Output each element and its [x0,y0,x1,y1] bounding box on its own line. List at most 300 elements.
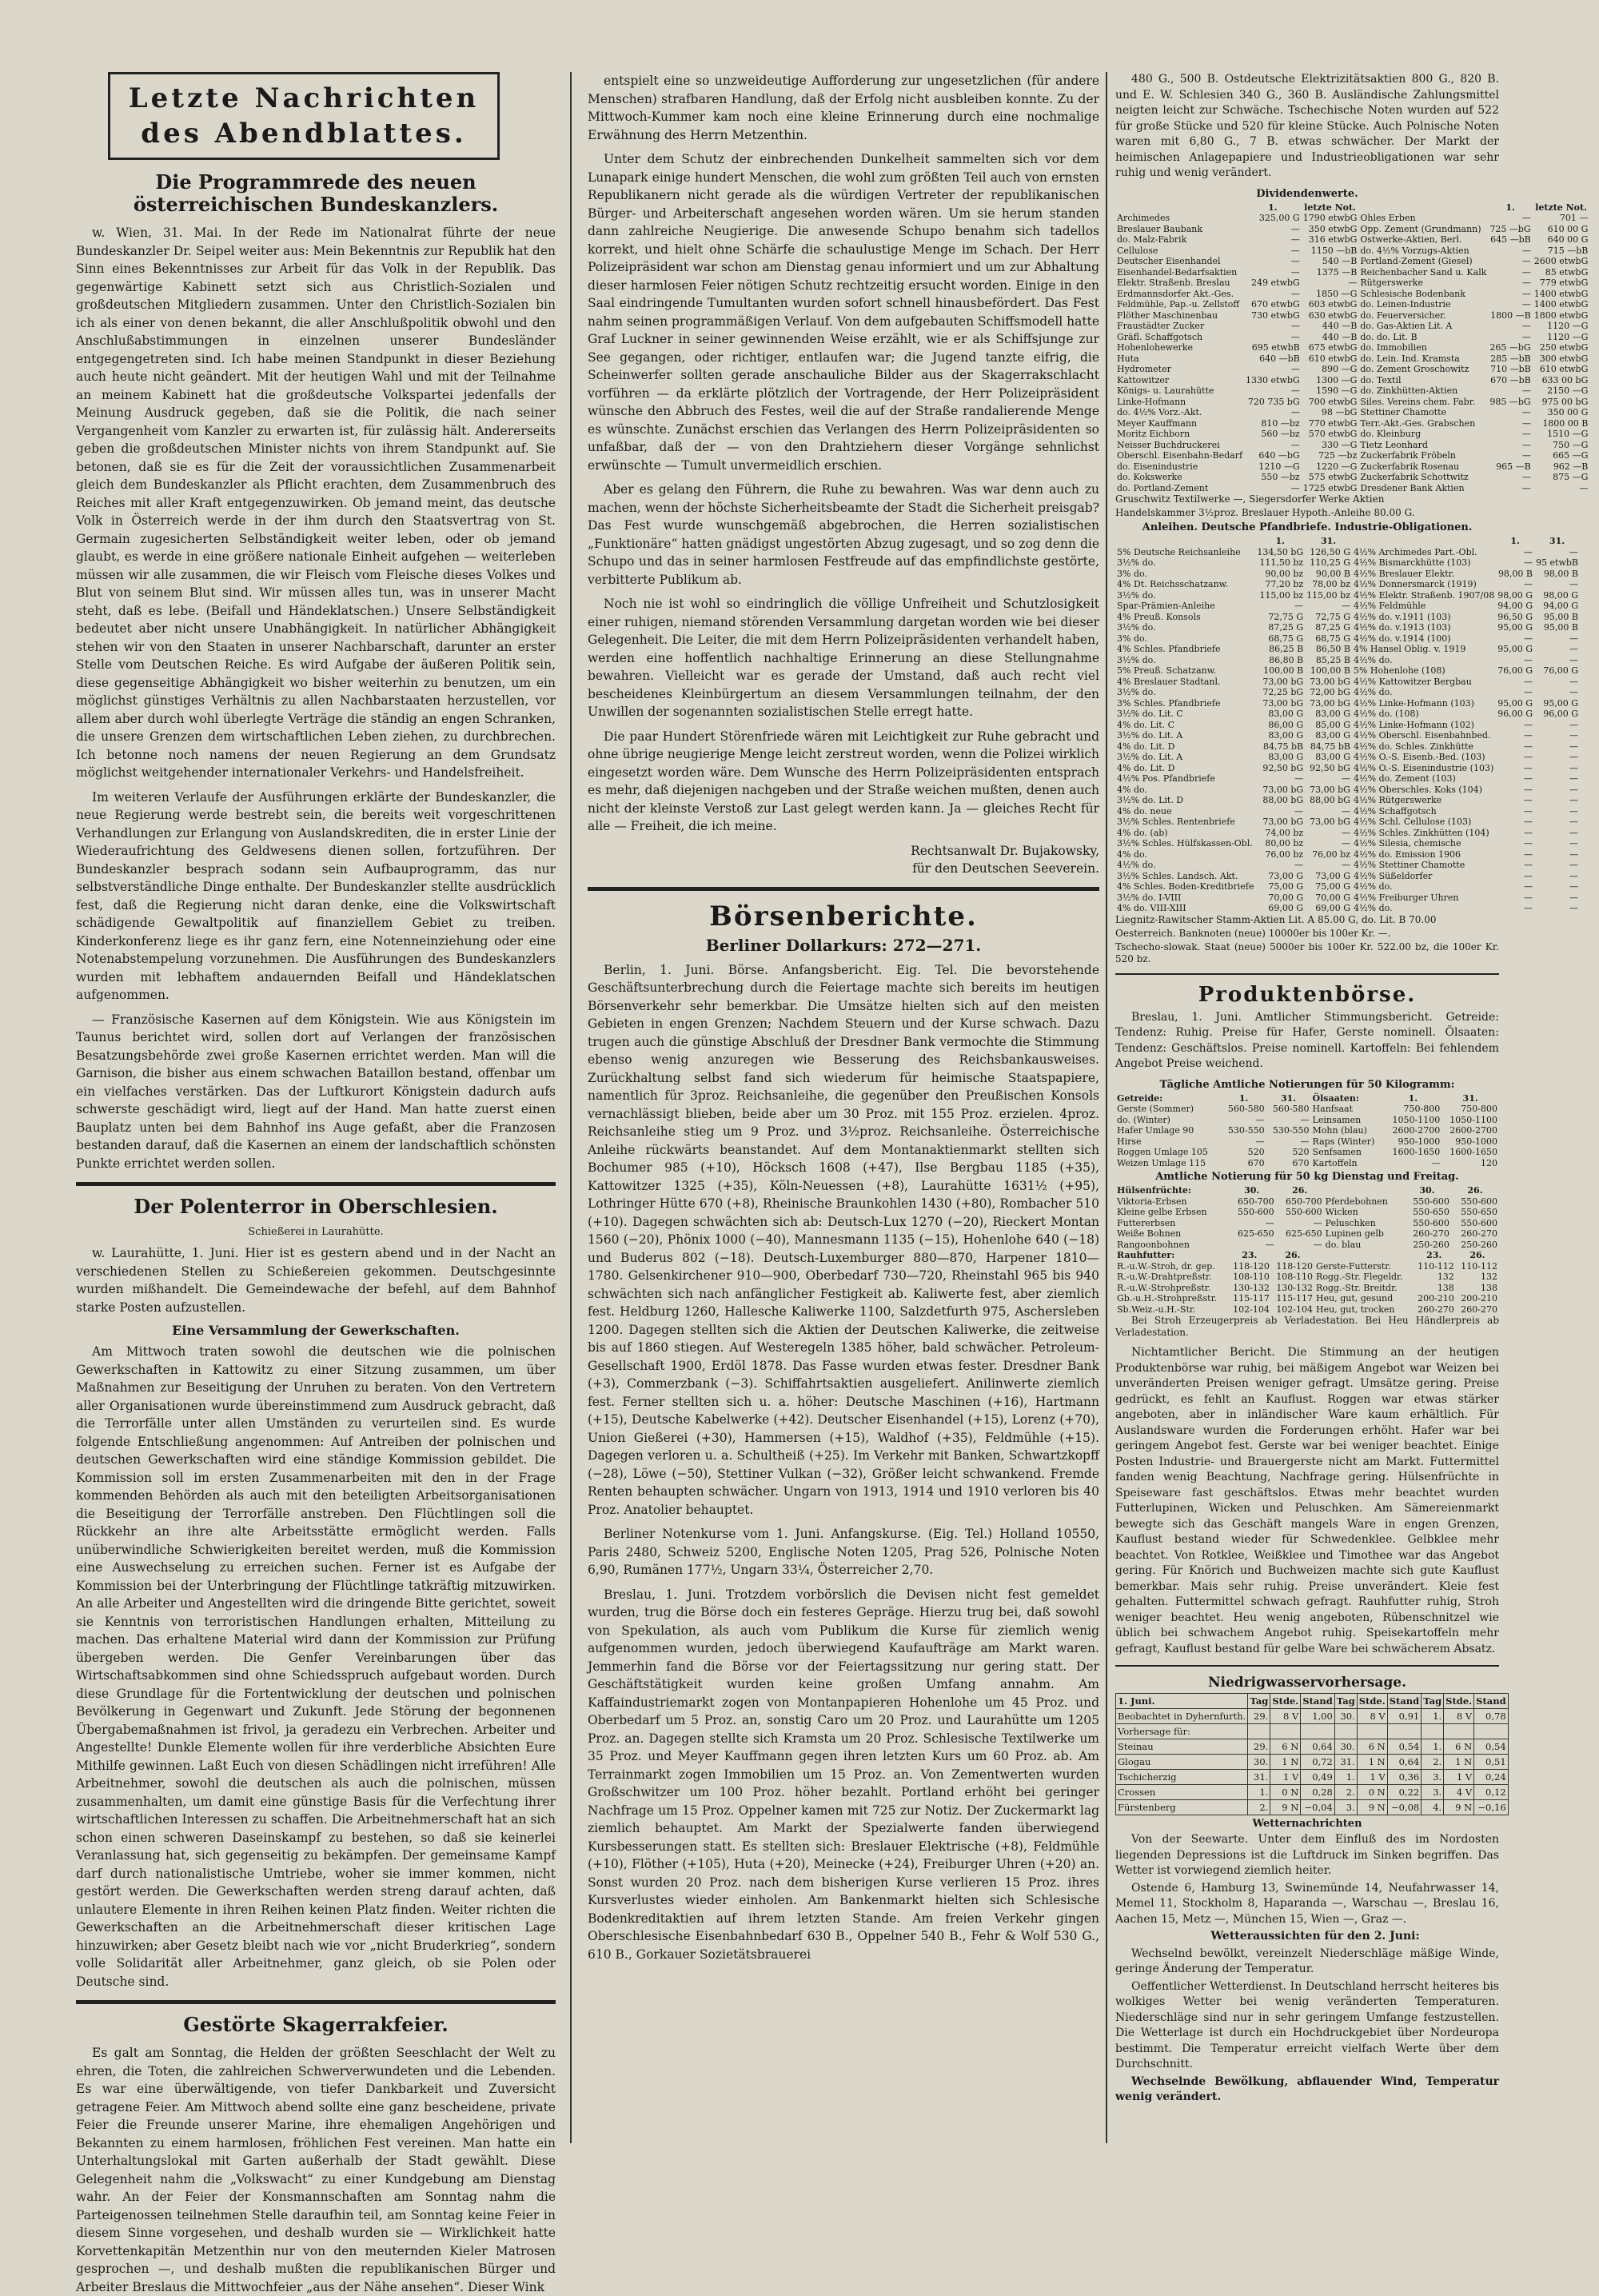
weather-text: Von der Seewarte. Unter dem Einfluß des im Nordosten liegenden Depressions ist die Luftdruck im Sinken begriffen. Das Wetter ist vorwiegend ziemlich heiter. [1115,1833,1499,1877]
table-cell: 2. [1334,1785,1357,1800]
table-cell: 550-600 [1413,1196,1449,1207]
table-row [1115,224,1589,235]
table-cell: Huta [1117,353,1139,364]
table-cell: 550-650 [1413,1207,1449,1217]
table-cell: 4% do. neue [1117,805,1172,817]
table-cell: 0,36 [1387,1770,1421,1785]
table-cell: 0 N [1357,1785,1387,1800]
table-row [1115,1283,1499,1294]
table-cell: 102-104 [1276,1304,1314,1315]
bonds-table-title: Anleihen. Deutsche Pfandbriefe. Industrie-Obligationen. [1142,521,1473,533]
table-header-cell: Ölsaaten: [1312,1092,1359,1104]
table-cell: Hohenlohewerke [1117,342,1193,353]
table-cell: 98 —bG [1322,407,1358,417]
table-cell: 73,00 bG [1262,676,1304,687]
table-cell: — [1290,482,1300,493]
table-cell: 300 etwbG [1539,353,1589,364]
table-cell: do. Kleinburg [1360,429,1422,439]
table-cell: 76,00 G [1543,665,1578,676]
table-cell: 31. [1334,1755,1357,1770]
market-note: Liegnitz-Rawitscher Stamm-Aktien Lit. A 85.00 G, do. Lit. B 70.00 [1115,913,1437,925]
table-cell: 610 etwbG [1539,364,1589,374]
table-cell: — [1290,321,1300,331]
newspaper-page [76,72,1589,2294]
table-cell: 1330 etwbG [1246,374,1300,385]
table-row [1115,579,1580,590]
table-cell: 98,00 B [1497,568,1533,579]
water-forecast-table [1115,1693,1509,1815]
table-cell: do. Leinen-Industrie [1360,299,1451,309]
table-cell: 1. [1422,1739,1444,1755]
table-row [1115,375,1589,386]
table-cell: 325,00 G [1258,213,1300,223]
table-cell: 138 [1481,1282,1497,1293]
table-cell: 3½% Schles. Landsch. Akt. [1117,870,1238,881]
table-cell: do. Kokswerke [1117,472,1182,482]
table-cell: — [1569,805,1578,817]
table-cell: — [1569,654,1578,665]
table-cell: — [1300,1114,1310,1125]
table-cell: 108-110 [1233,1272,1270,1282]
table-row [1115,677,1580,688]
table-cell: — [1521,278,1531,288]
table-cell: 4½% do. Schles. Zinkhütte [1353,741,1473,752]
table-cell: 4% Dt. Reichsschatzanw. [1117,579,1229,589]
table-header-cell: 1. [1275,536,1285,546]
table-cell [1334,1724,1357,1739]
table-row [1115,310,1589,321]
table-row [1115,720,1580,731]
table-cell: — [1521,321,1531,331]
column-divider [1106,72,1107,2143]
table-cell: 250-260 [1413,1239,1449,1250]
table-cell: −0,04 [1301,1800,1334,1815]
table-cell: 9 N [1357,1800,1387,1815]
table-cell: 8 V [1357,1709,1387,1724]
table-cell: do. Feuerversicher. [1360,309,1446,321]
table-cell: 4½% do. Zement (103) [1353,773,1456,784]
table-cell: do. Portland-Zement [1117,482,1209,493]
table-cell: Gb.-u.H.-Strohpreßstr. [1117,1293,1218,1304]
table-cell: — [1290,223,1300,234]
table-row [1115,730,1580,741]
table-cell: 30. [1248,1755,1270,1770]
table-header-cell: 26. [1467,1185,1483,1196]
table-cell: 3½% do. [1117,589,1156,601]
table-cell: 4½% Süßeldorfer [1353,870,1433,881]
table-cell: 4% Hansel Oblig. v. 1919 [1353,644,1466,654]
table-cell: 4½% do. [1353,687,1393,697]
table-cell: — [1524,892,1533,903]
table-cell: 550-650 [1461,1207,1497,1217]
article-paragraph: Berlin, 1. Juni. Börse. Anfangsbericht. Eig. Tel. Die bevorstehende Geschäftsunterbrechung durch die Feiertage machte sich bereits im heutigen Börsenverkehr sehr bemerkbar. Die Umsätze hielten sich auf den meisten Gebieten in engen Grenzen; Nachdem Steuern und der Kurse schwach. Dazu trugen auch die günstige Abschluß der Dresdner Bank vermochte die Stimmung ebenso wenig anzuregen wie Besserung des Reichsbankausweises. Zurückhaltung selbst fand sich wiederum für heimische Staatspapiere, namentlich für 3proz. Reichsanleihe, die gegenüber den Preußischen Konsols vernachlässigt blieben, beide aber um 30 Proz. mit 155 Proz. erzielen. 4proz. Reichsanleihe stieg um 9 Proz. und 3½proz. Reichsanleihe. Österreichische Anleihe rückwärts beanstandet. Auf dem Montanaktienmarkt stellten sich Bochumer 985 (+10), Höcksch 1608 (+47), Ilse Bergbau 1185 (+35), Kattowitzer 1325 (+35), Köln-Neuessen (+8), Laurahütte 1631½ (+95), Lothringer Hütte 670 (+8), Rheinische Braunkohlen 1430 (+80), Rombacher 510 (+10). Dagegen schwächten sich ab: Deutsch-Lux 1270 (−20), Rieckert Montan 1560 (−20), Phönix 1000 (−40), Mannesmann 1135 (−15), Hohenlohe 640 (−18) und Buderus 802 (−18). Deutsch-Luxemburger 880—870, Harpener 1810—1780. Gelsenkirchener 910—900, Oberbedarf 730—720, Rheinstahl 965 bis 940 schwächten sich nach anfänglicher Festigkeit ab. Kaliwerte fest, aber ziemlich fest. Heldburg 1260, Hallesche Kaliwerke 1100, Salzdetfurth 975, Aschersleben 1200. Dagegen stellten sich die Aktien der Deutschen Kaliwerke, die zeitweise bis auf 1860 stiegen. Auf Westeregeln 1385 höher, bald schwächer. Petroleum-Gesellschaft 1900, Erdöl 1878. Das Fasse wurden etwas fester. Dresdner Bank (+3), Commerzbank (−3). Schiffahrtsaktien ausgeliefert. Anilinwerte ziemlich fest. Ferner stellten sich u. a. höher: Deutsche Maschinen (+16), Hartmann (+15), Deutsche Kabelwerke (+42). Deutscher Eisenhandel (+15), Lorenz (+70), Union Gießerei (+30), Hammersen (+15), Waldhof (+35), Feldmühle (+15). Dagegen verloren u. a. Schultheiß (+25). Im Verkehr mit Banken, Schwartzkopff (−28), Löwe (−50), Stettiner Vulkan (−32), Größer leicht schwankend. Fremde Renten behaupten schwächer. Ungarn von 1913, 1914 und 1910 verloren bis 40 Proz. Anatolier behauptet. [588,962,1099,1517]
table-cell: 6 N [1270,1739,1301,1755]
right-column [1115,72,1589,2143]
table-cell: Weiße Bohnen [1117,1228,1182,1239]
table-header-cell: letzte Not. [1304,202,1356,213]
table-row [1115,547,1580,558]
table-cell: R.-u.W.-Stroh, dr. gep. [1117,1260,1215,1272]
table-header-cell: 1. Juni. [1116,1694,1248,1709]
table-cell [1357,1724,1387,1739]
table-cell: 3½% Schles. Hülfskassen-Obl. [1117,838,1253,849]
table-row [1115,289,1589,300]
table-cell: 3½% do. Lit. A [1117,730,1183,741]
table-row [1115,590,1580,601]
table-cell: 260-270 [1413,1228,1449,1239]
table-row [1116,1785,1509,1800]
table-cell: — [1521,482,1531,493]
table-row [1116,1770,1509,1785]
table-cell: 3½% do. I-VIII [1117,892,1182,903]
table-cell: — [1569,892,1578,903]
table-cell: 69,00 G [1315,903,1350,913]
produce-table [1115,1093,1499,1169]
table-cell: — [1521,385,1531,396]
table-cell: 3½% do. Lit. A [1117,752,1183,762]
stock-report-title: Börsenberichte. [709,900,978,932]
table-cell: 4½% Donnersmarck (1919) [1353,579,1477,589]
table-cell: 0,28 [1301,1785,1334,1800]
table-cell: 1400 etwbG [1533,288,1589,299]
table-cell: — [1524,762,1533,773]
table-cell: 88,00 bG [1310,795,1350,805]
table-cell: — [1341,601,1350,611]
table-cell: 72,25 bG [1262,687,1304,697]
table-cell: Mohn (blau) [1312,1125,1367,1136]
table-cell: 90,00 B [1315,568,1350,579]
table-cell: — [1524,546,1533,557]
section-divider [1115,1665,1499,1667]
table-row [1115,849,1580,861]
table-row [1115,1207,1499,1218]
table-cell: do. Zinkhütten-Aktien [1360,385,1458,396]
table-cell: do. blau [1325,1239,1362,1250]
table-row [1115,1196,1499,1208]
table-cell: — [1524,870,1533,881]
table-cell: Ostwerke-Aktien, Berl. [1360,234,1462,245]
headline-polish-terror: Der Polenterror in Oberschlesien. [134,1195,498,1218]
table-cell: Terr.-Akt.-Ges. Grabschen [1360,417,1476,429]
table-cell: — [1569,817,1578,827]
table-cell: 3. [1422,1785,1444,1800]
table-row [1115,752,1580,763]
table-cell: — [1521,450,1531,461]
table-cell: — [1290,407,1300,417]
table-cell: 249 etwbG [1251,278,1300,288]
table-cell: 4½% O.-S. Eisenindustrie (103) [1353,762,1494,773]
table-cell: — [1341,827,1350,838]
table-row [1115,256,1589,267]
table-header-cell: 1. [1408,1092,1418,1104]
table-cell: — [1290,439,1300,450]
table-cell: 4½% do. v.1914 (100) [1353,633,1451,644]
table-cell: 200-210 [1461,1293,1497,1304]
table-cell: Roggen Umlage 105 [1117,1147,1208,1157]
table-cell: 1600-1650 [1392,1147,1441,1157]
article-paragraph: — Französische Kasernen auf dem Königstein. Wie aus Königstein im Taunus berichtet wird, sollen dort auf Verlangen der französischen Besatzungsbehörde zwei große Kasernen errichtet werden. Man will die Garnison, die bisher aus einem schwachen Bataillon bestand, offenbar um ein vielfaches verstärken. Das der Luftkurort Königstein dadurch aufs schwerste geschädigt wird, liegt auf der Hand. Man hatte zuerst einen Bauplatz unten bei dem Bahnhof ins Auge gefaßt, aber die Franzosen bestanden darauf, daß die Kasernen an einem der landschaftlich schönsten Punkte errichtet werden sollen. [76,1012,556,1171]
table-cell: Weizen Umlage 115 [1117,1157,1206,1168]
table-row [1115,903,1580,914]
table-cell: 72,75 G [1268,611,1304,622]
table-cell: Gerste-Futterstr. [1316,1260,1391,1272]
table-row [1115,1240,1499,1251]
table-cell: Zuckerfabrik Fröbeln [1360,450,1456,461]
table-cell: — [1255,1136,1265,1147]
table-header-cell: letzte Not. [1535,202,1587,213]
table-cell: Linke-Hofmann [1117,396,1186,407]
table-cell: 1. [1422,1709,1444,1724]
table-cell: R.-u.W.-Strohpreßstr. [1117,1282,1211,1293]
table-header-cell: Tag [1248,1694,1270,1709]
table-cell: — [1569,644,1578,654]
table-header-cell: 1. [1505,202,1515,213]
table-cell: Schlesische Bodenbank [1360,288,1465,299]
table-row [1115,429,1589,440]
table-cell [1248,1724,1270,1739]
table-cell: — [1524,557,1533,568]
table-cell: 84,75 bB [1310,741,1350,752]
table-cell: 1800 00 B [1542,417,1589,429]
table-cell: 0,24 [1474,1770,1508,1785]
table-cell: Rogg.-Str. Flegeldr. [1316,1272,1403,1282]
table-header-cell [1352,536,1496,547]
table-cell: 86,25 B [1269,644,1304,654]
section-divider [588,887,1099,891]
table-row [1115,1304,1499,1316]
table-cell: 95,00 G [1497,622,1533,633]
table-cell: Zuckerfabrik Rosenau [1360,461,1460,472]
table-cell: — [1569,860,1578,870]
table-cell: 1590 —G [1316,385,1358,396]
table-cell: Vorhersage für: [1116,1724,1248,1739]
article-paragraph: 480 G., 500 B. Ostdeutsche Elektrizitätsaktien 800 G., 820 B. und E. W. Schlesien 340 G., 360 B. Ausländische Zahlungsmittel neigten leicht zur Schwäche. Tschechische Noten wurden auf 522 für große Stücke und 520 für kleine Stücke. Auch Polnische Noten waren mit 6,80 G., 7 B. etwas schwächer. Der Markt der heimischen Anlagepapiere und Industrieobligationen war sehr ruhig und wenig verändert. [1115,73,1499,179]
table-cell: — [1569,719,1578,730]
table-cell: 701 — [1559,213,1589,223]
table-cell: — [1255,1114,1265,1125]
table-cell: — [1524,881,1533,892]
table-row [1115,1158,1499,1169]
table-cell: 4% Preuß. Konsols [1117,611,1201,622]
weather-text: Wechselnde Bewölkung, abflauender Wind, Temperatur wenig verändert. [1115,2074,1499,2103]
table-cell: 350 etwbG [1308,223,1358,234]
table-cell: 4% do. VIII-XIII [1117,903,1186,913]
table-cell: — [1294,601,1304,611]
table-cell: Futtererbsen [1117,1217,1176,1228]
table-cell: 70,00 G [1315,892,1350,903]
table-cell: 4½% Schaffgotsch [1353,805,1437,817]
table-cell: 730 etwbG [1251,309,1300,321]
table-cell: — [1524,730,1533,741]
table-cell: 94,00 G [1543,601,1578,611]
table-cell: 625-650 [1237,1228,1274,1239]
table-cell: R.-u.W.-Drahtpreßstr. [1117,1272,1212,1282]
table-cell: 665 —G [1553,450,1589,461]
table-cell: 3% do. [1117,633,1147,644]
table-row [1115,785,1580,796]
table-cell: do. Gas-Aktien Lit. A [1360,321,1453,331]
table-cell: Meyer Kauffmann [1117,417,1198,429]
table-cell: — [1569,870,1578,881]
table-cell: 1800 etwbG [1533,309,1589,321]
table-cell: 2600-2700 [1392,1125,1441,1136]
article-paragraph: Bei Stroh Erzeugerpreis ab Verladestation. Bei Heu Händlerpreis ab Verladestation. [1115,1315,1499,1338]
table-cell: 73,00 G [1268,870,1304,881]
table-cell: 29. [1248,1739,1270,1755]
article-paragraph: w. Wien, 31. Mai. In der Rede im Nationalrat führte der neue Bundeskanzler Dr. Seipel weiter aus: Mein Bekenntnis zur Republik hat den Sinn eines Bekenntnisses zur Arbeit für das Volk in der Republik. Das gegenwärtige Kabinett setzt sich aus Christlich-Sozialen und großdeutschen Mitgliedern zusammen. Unter den Christlich-Sozialen bin ich als einer von denen bekannt, die aller Anschlußpolitik obwohl und den Anschlußabstimmungen in einzelnen unserer Bundesländer entgegengetreten sind. Ich habe meinen Standpunkt in dieser Beziehung auch heute nicht geändert. Mit der heutigen Wahl und mit der Teilnahme an meinem Kabinett hat die großdeutsche Volkspartei jedenfalls der Meinung Ausdruck gegeben, daß sie die Politik, die nach seiner Vergangenheit vom Kanzler zu erwarten ist, für zulässig hält. Andererseits geben die großdeutschen Minister nichts von ihrem Standpunkt auf. Sie betonen, daß sie es für die Zeit der voraussichtlichen Zusammenarbeit gleich dem Bundeskanzler als Pflicht erachten, dem Zusammenbruch des Reiches mit aller Kraft entgegenzuwirken. Ob jemand meint, das deutsche Volk in Österreich werde in der ihm durch den Staatsvertrag von St. Germain zugesicherten Selbständigkeit weiter leben, oder ob jemand glaubt, es werde in eine größere nationale Einheit aufgehen — weiterleben müssen wir alle zusammen, die wir Fleisch vom Fleische dieses Volkes und Blut von seinem Blut sind. Wir müssen alles tun, was in unserer Macht steht, daß es lebe. (Beifall und Händeklatschen.) Unsere Selbständigkeit bedeutet aber nicht unsere Unabhängigkeit. In natürlicher Abhängigkeit stehen wir von den Staaten in unserer Nachbarschaft, darunter an erster Stelle vom Deutschen Reiche. Es wird Aufgabe der äußeren Politik sein, diese gegenseitige Abhängigkeit wo bisher weiterhin zu benutzen, um ein möglichst günstiges Verhältnis zu allen Nachbarstaaten herzustellen, vor allem aber durch wohl überlegte Verträge die ständig an engen Schranken, die unsere Grenzen dem wirtschaftlichen Leben ziehen, zu durchbrechen. Ich betonne noch namens der neuen Regierung an dem Grundsatz möglichst weitgehender internationaler Verkehrs- und Handelsfreiheit. [76,226,556,780]
table-cell: Gräfl. Schaffgotsch [1117,331,1203,342]
table-cell: — [1521,439,1531,450]
table-cell: 440 —B [1322,331,1358,342]
table-cell: 29. [1248,1709,1270,1724]
table-cell: 126,50 G [1310,546,1350,557]
table-cell: 520 [1247,1147,1265,1157]
table-cell: 110-112 [1418,1260,1454,1272]
table-cell: 3. [1422,1770,1444,1785]
table-cell: — [1524,741,1533,752]
table-row [1115,892,1580,904]
table-cell: 560-580 [1272,1104,1310,1114]
table-cell: — [1524,633,1533,644]
table-cell: — [1431,1157,1441,1168]
table-cell: 100,00 B [1310,665,1350,676]
table-cell [1301,1724,1334,1739]
table-cell: 85,00 G [1315,719,1350,730]
table-cell: 570 etwbG [1308,429,1358,439]
table-cell: — [1294,805,1304,817]
table-cell: 5% Hohenlohe (108) [1353,665,1445,676]
article-paragraph: Noch nie ist wohl so eindringlich die völlige Unfreiheit und Schutzlosigkeit einer ruhigen, niemand störenden Versammlung dargetan worden wie bei dieser Gelegenheit. Die Leiter, die mit dem Herrn Polizeipräsidenten verhandelt haben, werden eine hoffentlich nachhaltige Erinnerung an diese Stellungnahme bewahren. Vielleicht war es gerade der Umstand, daß auch recht viel bescheidenes Kleinbürgertum an diesem Versammlungen teilnahm, der den Unwillen der sogenannten sozialistischen Stelle erregt hatte. [588,597,1099,719]
water-forecast-title: Niedrigwasservorhersage. [1207,1675,1407,1691]
table-cell: 720 735 bG [1247,396,1300,407]
table-cell: 98,00 G [1497,589,1533,601]
table-header-cell: Tag [1422,1694,1444,1709]
table-cell: 72,75 G [1315,611,1350,622]
article-paragraph: Breslau, 1. Juni. Amtlicher Stimmungsbericht. Getreide: Tendenz: Ruhig. Preise für Hafer, Gerste nominell. Ölsaaten: Tendenz: Geschäftslos. Preise nominell. Kartoffeln: Bei fehlendem Angebot Preise weichend. [1115,1010,1499,1070]
table-cell: Gerste (Sommer) [1117,1104,1194,1114]
table-cell: — [1521,429,1531,439]
table-cell: — [1521,213,1531,223]
table-cell: — [1569,827,1578,838]
table-cell: — [1290,245,1300,256]
table-cell: — [1290,256,1300,266]
table-cell: — [1524,654,1533,665]
table-cell: Hafer Umlage 90 [1117,1125,1194,1136]
table-row [1116,1724,1509,1739]
table-cell: Pferdebohnen [1325,1196,1388,1207]
table-cell: — [1521,245,1531,256]
table-cell: — [1524,860,1533,870]
table-cell: — [1341,773,1350,784]
table-cell: 4% do. Lit. C [1117,719,1175,730]
table-cell: 4½% Kattowitzer Bergbau [1353,676,1472,687]
table-cell: 560 —bz [1261,429,1300,439]
table-cell: Stettiner Chamotte [1360,407,1447,417]
table-cell: 95,00 G [1497,697,1533,709]
table-cell: 4½% Breslauer Elektr. [1353,568,1455,579]
table-cell: 94,00 G [1497,601,1533,611]
table-cell: 95,00 B [1543,611,1578,622]
table-cell [1444,1724,1474,1739]
table-cell: 88,00 bG [1262,795,1304,805]
table-cell: 3% do. [1117,568,1147,579]
table-cell: 4 V [1444,1785,1474,1800]
table-cell: — [1524,719,1533,730]
table-cell: 115,00 bz [1306,589,1350,601]
table-cell: 3½% do. [1117,654,1156,665]
table-cell: 86,50 B [1315,644,1350,654]
table-cell: Siles. Vereins chem. Fabr. [1360,396,1476,407]
section-divider [1115,973,1499,975]
legumes-table [1115,1185,1499,1250]
table-cell: 31. [1248,1770,1270,1785]
table-cell: 102-104 [1233,1304,1270,1315]
table-row [1115,806,1580,817]
table-cell: 890 —G [1322,364,1358,374]
produce-table-title: Tägliche Amtliche Notierungen für 50 Kilogramm: [1159,1078,1455,1091]
table-cell: — [1524,903,1533,913]
subheadline: Eine Versammlung der Gewerkschaften. [172,1323,460,1338]
table-cell: — [1521,472,1531,482]
table-cell: 710 —bB [1490,364,1531,374]
table-cell: Ohles Erben [1360,213,1416,223]
table-row [1115,450,1589,461]
table-cell: 73,00 bG [1262,697,1304,709]
table-cell: 725 —bz [1318,450,1358,461]
table-cell: 3½% do. [1117,622,1156,633]
table-cell: 1850 —G [1316,288,1358,299]
table-row [1115,601,1580,612]
table-row [1115,860,1580,871]
table-cell: — [1265,1239,1274,1250]
table-cell: do. Malz-Fabrik [1117,234,1187,245]
table-cell: — [1524,795,1533,805]
table-cell: Kattowitzer [1117,374,1170,385]
table-header-cell: Stde. [1357,1694,1387,1709]
table-cell: 3½% do. Lit. D [1117,795,1184,805]
table-cell: Sb.Weiz.-u.H.-Str. [1117,1304,1196,1315]
table-cell: — [1569,784,1578,795]
table-cell: 5% Deutsche Reichsanleihe [1117,546,1241,557]
table-cell: 260-270 [1418,1304,1454,1315]
table-header-cell: Stand [1474,1694,1508,1709]
market-note: Tschecho-slowak. Staat (neue) 5000er bis 100er Kr. 522.00 bz, die 100er Kr. 520 bz. [1115,940,1499,964]
table-cell: 1510 —G [1547,429,1589,439]
table-cell: — [1290,266,1300,278]
table-cell: 4½% do. Emission 1906 [1353,849,1461,860]
table-row [1115,763,1580,774]
table-row [1115,213,1589,224]
table-header-cell: 26. [1469,1250,1485,1260]
table-cell: do. (Winter) [1117,1114,1170,1125]
table-row [1115,1218,1499,1229]
table-header-cell: Hülsenfrüchte: [1117,1185,1192,1196]
table-cell: 1725 etwbG [1302,482,1358,493]
table-cell: Deutscher Eisenhandel [1117,256,1221,266]
table-cell: 1 N [1270,1755,1301,1770]
table-cell: Kartoffeln [1312,1157,1358,1168]
table-cell: Fraustädter Zucker [1117,321,1205,331]
table-cell: 770 etwbG [1308,417,1358,429]
table-header-cell [1314,1250,1413,1261]
table-cell: 962 —B [1553,461,1589,472]
table-row [1115,267,1589,278]
table-cell: −0,16 [1474,1800,1508,1815]
table-cell: 2150 —G [1547,385,1589,396]
table-cell: 4% Schles. Boden-Kreditbriefe [1117,881,1254,892]
table-cell: 95,00 B [1543,622,1578,633]
article-paragraph: w. Laurahütte, 1. Juni. Hier ist es gestern abend und in der Nacht an verschiedenen Stellen zu Schießereien gekommen. Deutschgesinnte wurden mißhandelt. Die Gemeindewache der befehl, auf dem Bahnhof starke Posten aufzustellen. [76,1246,556,1315]
